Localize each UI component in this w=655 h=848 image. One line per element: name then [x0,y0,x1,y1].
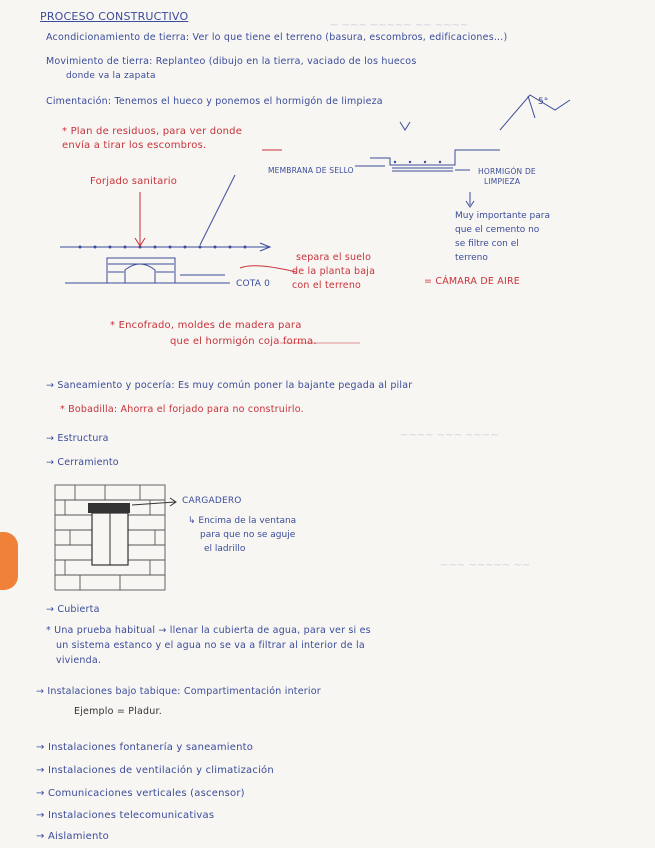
red-note-line: * Plan de residuos, para ver donde [62,126,243,137]
list-item: → Comunicaciones verticales (ascensor) [36,788,245,799]
encofrado-note: que el hormigón coja forma. [170,336,317,347]
label-cargadero: CARGADERO [182,496,242,506]
diagram-note: que el cemento no [455,225,540,235]
red-annotation-camara: = CÁMARA DE AIRE [424,276,520,287]
label-membrana: MEMBRANA DE SELLO [268,166,354,175]
list-item: → Estructura [46,433,109,444]
list-item: vivienda. [56,655,102,666]
list-item: → Cerramiento [46,457,119,468]
diagram-note: para que no se aguje [200,530,296,540]
svg-text:5°: 5° [538,97,549,107]
label-cota: COTA 0 [236,279,271,289]
diagram-note: Muy importante para [455,211,550,221]
red-note-line: envía a tirar los escombros. [62,140,207,151]
label-hormigon: HORMIGÓN DE [478,167,536,176]
list-item: → Instalaciones bajo tabique: Compartimentación interior [36,686,321,697]
diagram-note: ↳ Encima de la ventana [188,516,297,526]
list-item: → Saneamiento y pocería: Es muy común poner la bajante pegada al pilar [46,380,413,391]
list-item: un sistema estanco y el agua no se va a filtrar al interior de la [56,640,365,651]
list-item: Acondicionamiento de tierra: Ver lo que tiene el terreno (basura, escombros, edificaciones...) [46,32,508,43]
bleed-through-text: ~~~ ~~~~~ ~~ [440,560,531,571]
red-annotation: de la planta baja [292,266,376,277]
bleed-through-text: ~~~~ ~~~ ~~~~ [400,430,499,441]
encofrado-note: * Encofrado, moldes de madera para [110,320,302,331]
list-item: donde va la zapata [66,71,156,81]
label-hormigon-2: LIMPIEZA [484,177,521,186]
red-annotation: separa el suelo [296,252,372,263]
list-item: → Instalaciones fontanería y saneamiento [36,742,254,753]
list-item: → Instalaciones de ventilación y climatización [36,765,274,776]
diagram-note: se filtre con el [455,239,519,249]
page-title: PROCESO CONSTRUCTIVO [40,10,189,23]
list-item: Ejemplo = Pladur. [74,706,162,717]
diagram-note: el ladrillo [204,544,246,554]
list-item: Cimentación: Tenemos el hueco y ponemos el hormigón de limpieza [46,96,383,107]
bleed-through-text: ~ ~~~ ~~~~~ ~~ ~~~~ [330,20,469,31]
list-item: * Una prueba habitual → llenar la cubierta de agua, para ver si es [46,625,371,636]
red-annotation: con el terreno [292,280,362,291]
list-item: Movimiento de tierra: Replanteo (dibujo en la tierra, vaciado de los huecos [46,56,417,67]
list-item: → Instalaciones telecomunicativas [36,810,215,821]
label-forjado: Forjado sanitario [90,176,178,187]
list-item: → Aislamiento [36,831,109,842]
list-item: → Cubierta [46,604,100,615]
list-item: * Bobadilla: Ahorra el forjado para no construirlo. [60,404,304,415]
diagram-note: terreno [455,253,488,263]
